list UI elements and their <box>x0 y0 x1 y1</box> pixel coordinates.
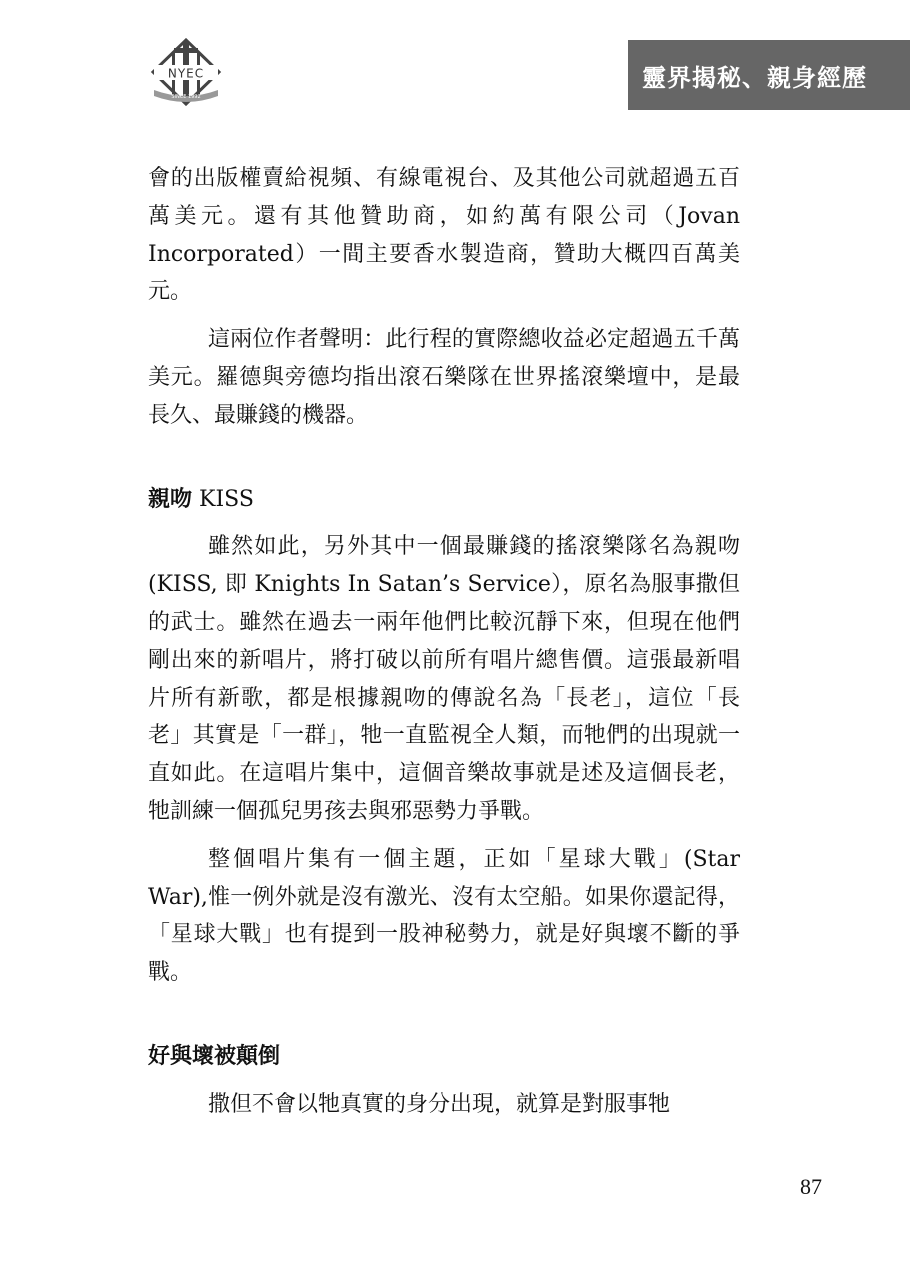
paragraph-3: 雖然如此，另外其中一個最賺錢的搖滾樂隊名為親吻(KISS, 即 Knights In Satan’s Service），原名為服事撒但的武士。雖然在過去一兩年他們比較沉靜下來，但現在他們剛出來的新唱片，將打破以前所有唱片總售價。這張最新唱片所有新歌，都是根據親吻的傳說名為「長老」，這位「長老」其實是「一群」，牠一直監視全人類，而牠們的出現就一直如此。在這唱片集中，這個音樂故事就是述及這個長老，牠訓練一個孤兒男孩去與邪惡勢力爭戰。 <box>148 534 740 824</box>
paragraph-2: 這兩位作者聲明：此行程的實際總收益必定超過五千萬美元。羅德與旁德均指出滾石樂隊在世界搖滾樂壇中，是最長久、最賺錢的機器。 <box>148 327 740 428</box>
logo-text: NYEC <box>167 66 205 81</box>
heading-kiss-cjk: 親吻 <box>148 486 193 512</box>
chapter-title: 靈界揭秘、親身經歷 <box>642 63 867 92</box>
section-heading-kiss <box>148 481 740 519</box>
section-heading-good-evil: 好與壞被顛倒 <box>148 1043 281 1069</box>
paragraph-4: 整個唱片集有一個主題，正如「星球大戰」(Star War),惟一例外就是沒有激光、沒有太空船。如果你還記得，「星球大戰」也有提到一股神秘勢力，就是好與壞不斷的爭戰。 <box>148 846 740 986</box>
paragraph-5: 撒但不會以牠真實的身分出現，就算是對服事牠 <box>208 1091 671 1117</box>
cross-emblem-icon <box>148 38 224 108</box>
page-number: 87 <box>800 1174 822 1199</box>
logo-since: SINCE 1992 <box>171 94 201 100</box>
page-body <box>148 160 740 1124</box>
publisher-logo <box>148 38 224 108</box>
chapter-header <box>628 40 910 110</box>
heading-kiss-latin: KISS <box>192 486 254 512</box>
paragraph-1: 會的出版權賣給視頻、有線電視台、及其他公司就超過五百萬美元。還有其他贊助商，如約萬有限公司（Jovan Incorporated）一間主要香水製造商，贊助大概四百萬美元。 <box>148 166 740 305</box>
